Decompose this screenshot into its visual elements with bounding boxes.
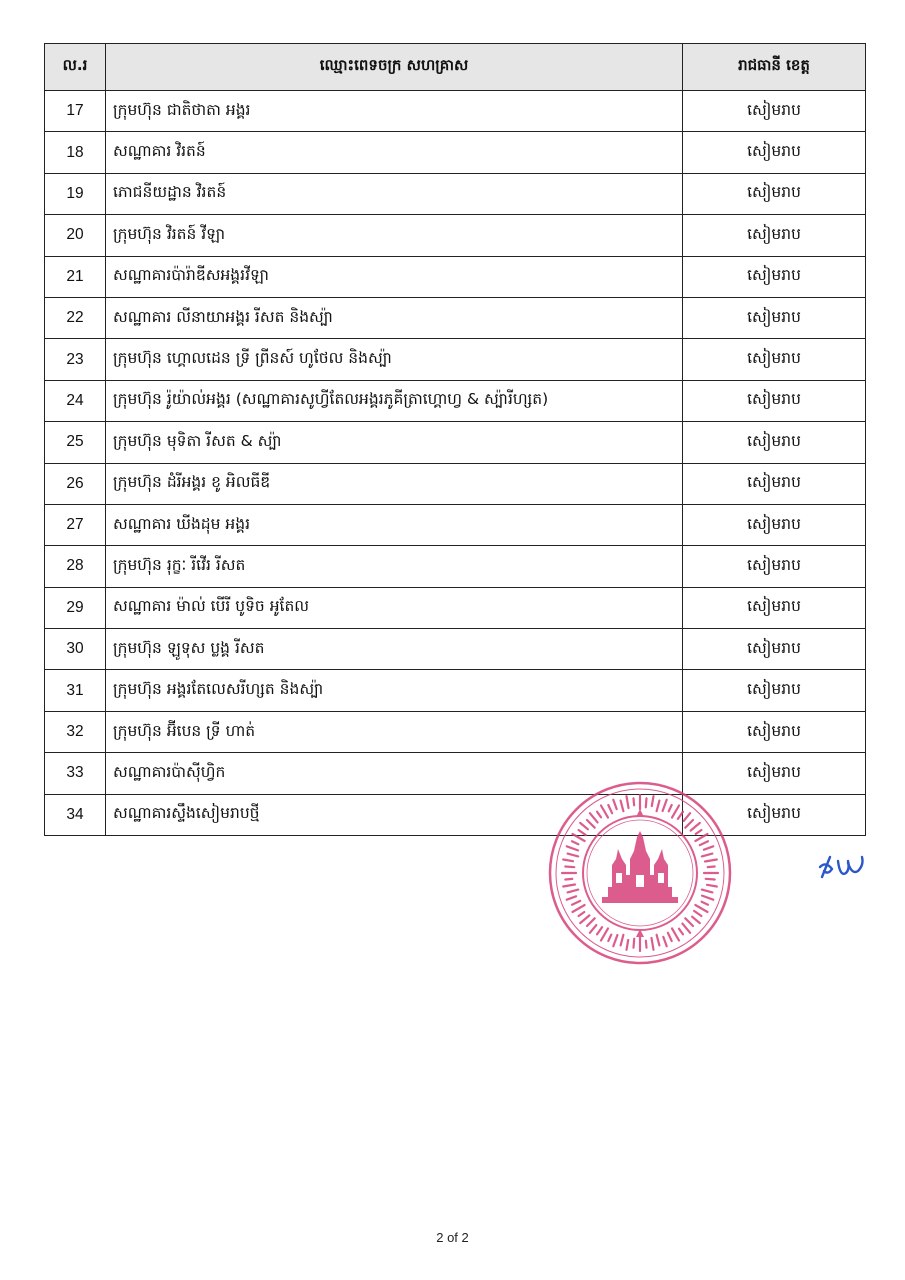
enterprise-name: ក្រុមហ៊ុន ដំរីអង្គរ ខូ អិលធីឌី [106,463,683,504]
province-name: សៀមរាប [683,670,866,711]
province-name: សៀមរាប [683,422,866,463]
province-name: សៀមរាប [683,546,866,587]
table-row [45,91,866,132]
enterprise-name: សណ្ឋាគារប៉ារ៉ាឌីសអង្គរវីឡា [106,256,683,297]
row-number: 20 [45,215,106,256]
enterprise-name: សណ្ឋាគារ ឃីងដុម អង្គរ [106,504,683,545]
enterprise-name: ក្រុមហ៊ុន ជាតិថាតា អង្គរ [106,91,683,132]
enterprise-name: សណ្ឋាគារប៉ាស៊ីហ្វិក [106,753,683,794]
province-name: សៀមរាប [683,173,866,214]
table-row [45,422,866,463]
enterprise-name: ក្រុមហ៊ុន ឡូទុស ប្លង្គ រីសត [106,629,683,670]
row-number: 23 [45,339,106,380]
official-seal-icon [546,779,734,967]
table-row [45,587,866,628]
table-row [45,629,866,670]
province-name: សៀមរាប [683,339,866,380]
row-number: 29 [45,587,106,628]
row-number: 27 [45,504,106,545]
table-row [45,380,866,421]
row-number: 24 [45,380,106,421]
province-name: សៀមរាប [683,297,866,338]
province-name: សៀមរាប [683,463,866,504]
enterprise-name: សណ្ឋាគារស្ទឹងសៀមរាបថ្មី [106,794,683,835]
row-number: 18 [45,132,106,173]
table-row [45,504,866,545]
row-number: 25 [45,422,106,463]
row-number: 17 [45,91,106,132]
row-number: 32 [45,711,106,752]
province-name: សៀមរាប [683,629,866,670]
enterprise-name: ក្រុមហ៊ុន អង្គរតែលេសរីហ្សត និងស្ប៉ា [106,670,683,711]
enterprise-name: ភោជនីយដ្ឋាន វិរតន៍ [106,173,683,214]
province-name: សៀមរាប [683,711,866,752]
province-name: សៀមរាប [683,587,866,628]
row-number: 22 [45,297,106,338]
table-body [45,91,866,836]
enterprise-name: ក្រុមហ៊ុន វិរតន៍ វីឡា [106,215,683,256]
row-number: 28 [45,546,106,587]
row-number: 30 [45,629,106,670]
enterprise-name: ក្រុមហ៊ុន មុទិតា រីសត & ស្ប៉ា [106,422,683,463]
table-row [45,256,866,297]
province-name: សៀមរាប [683,91,866,132]
province-name: សៀមរាប [683,215,866,256]
table-row [45,670,866,711]
row-number: 26 [45,463,106,504]
province-name: សៀមរាប [683,256,866,297]
header-enterprise-name: ឈ្មោះពេទចក្រ សហគ្រាស [106,44,683,91]
row-number: 33 [45,753,106,794]
table-row [45,215,866,256]
province-name: សៀមរាប [683,380,866,421]
enterprise-name: សណ្ឋាគារ លីនាយាអង្គរ រីសត និងស្ប៉ា [106,297,683,338]
page-number: 2 of 2 [436,1230,469,1245]
row-number: 31 [45,670,106,711]
enterprise-name: ក្រុមហ៊ុន រ៉ូយ៉ាល់អង្គរ (សណ្ឋាគារសូហ្វីតែលអង្គរភូគីត្រាហ្គោហ្វ & ស្ប៉ារីហ្សត) [106,380,683,421]
handwritten-initials-icon [818,851,868,883]
table-row [45,753,866,794]
table-row [45,132,866,173]
enterprise-name: សណ្ឋាគារ ម៉ាល់ បើរី បូទិច អូតែល [106,587,683,628]
row-number: 19 [45,173,106,214]
header-number: ល.រ [45,44,106,91]
table-header-row [45,44,866,91]
province-name: សៀមរាប [683,504,866,545]
enterprise-name: សណ្ឋាគារ វិរតន៍ [106,132,683,173]
enterprise-name: ក្រុមហ៊ុន អ៊ីបេន ទ្រី ហាត់ [106,711,683,752]
table-row [45,173,866,214]
province-name: សៀមរាប [683,132,866,173]
row-number: 34 [45,794,106,835]
province-name: សៀមរាប [683,753,866,794]
enterprise-name: ក្រុមហ៊ុន ហ្គោលដេន ទ្រី ព្រីនស៍ ហូថែល និងស្ប៉ា [106,339,683,380]
province-name: សៀមរាប [683,794,866,835]
table-row [45,463,866,504]
row-number: 21 [45,256,106,297]
table-row [45,297,866,338]
enterprise-name: ក្រុមហ៊ុន រុក្ខៈ រីវើរ រីសត [106,546,683,587]
table-row [45,794,866,835]
header-province: រាជធានី ខេត្ត [683,44,866,91]
enterprise-list-table [44,43,866,836]
table-row [45,546,866,587]
table-row [45,711,866,752]
table-row [45,339,866,380]
